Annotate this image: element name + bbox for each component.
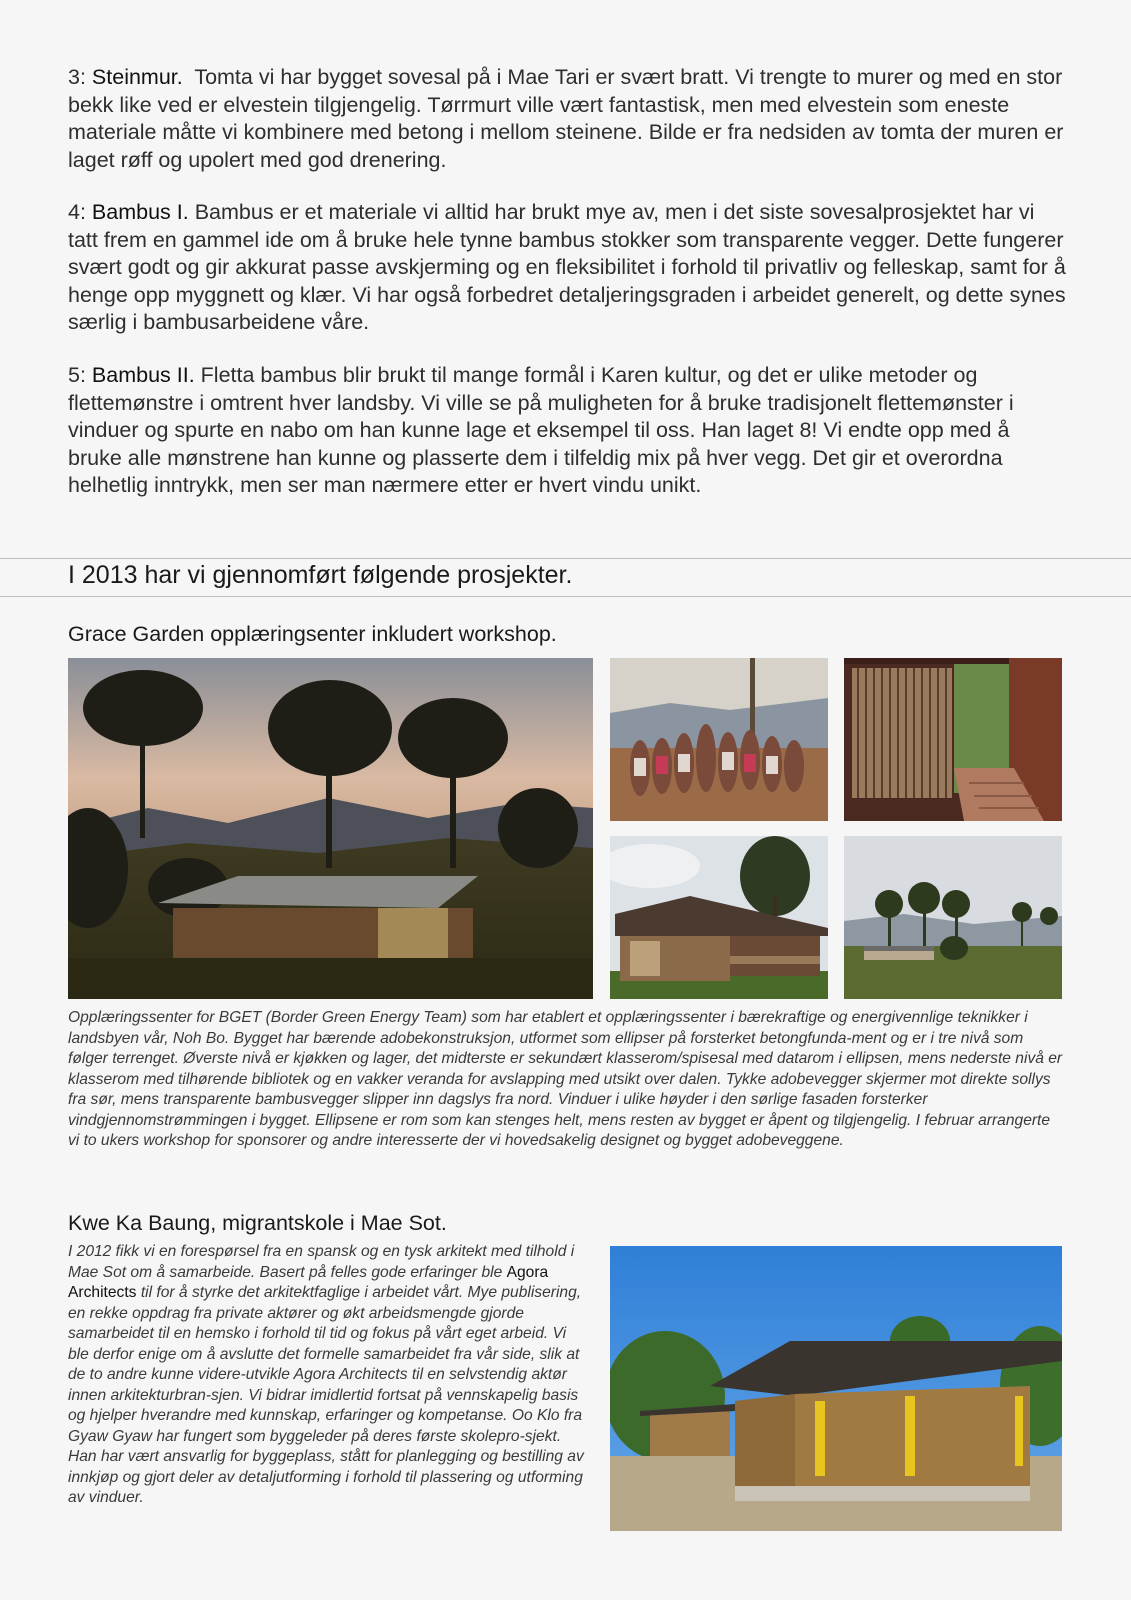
paragraph-bambus-2	[68, 362, 1068, 500]
kwe-text-part-1: I 2012 fikk vi en forespørsel fra en spansk og en tysk arkitekt med tilhold i Mae Sot om å samarbeide. Basert på felles gode erfaringer ble	[68, 1243, 575, 1281]
photo-grace-garden-sunset	[68, 658, 593, 999]
paragraph-body: Bambus er et materiale vi alltid har brukt mye av, men i det siste sovesalprosjektet har vi tatt frem en gammel ide om å bruke hele tynne bambus stokker som transparente vegger. Dette fungerer svært godt og gir akkurat passe avskjerming og en fleksibilitet i forhold til privatliv og felleskap, samt for å henge opp myggnett og klær. Vi har også forbedret detaljeringsgraden i arbeidet generelt, og dette synes særlig i bambusarbeidene våre.	[68, 200, 1066, 334]
kwe-ka-baung-title: Kwe Ka Baung, migrantskole i Mae Sot.	[68, 1211, 447, 1235]
section-rule-top	[0, 558, 1131, 559]
paragraph-heading: Steinmur.	[91, 65, 183, 89]
photo-building-veranda	[610, 836, 828, 999]
grace-garden-caption: Opplæringssenter for BGET (Border Green Energy Team) som har etablert et opplæringssenter i bærekraftige og energivennlige teknikker i landsbyen vår, Noh Bo. Bygget har bærende adobekonstruksjon, utformet som ellipser på forsterket betongfunda-ment og er i tre nivå som følger terrenget. Øverste nivå er kjøkken og lager, det midterste er sekundært klasserom/spisesal med datarom i ellipsen, mens nederste nivå er klasserom med tilhørende bibliotek og en vakker veranda for avslapping med utsikt over dalen. Tykke adobevegger skjermer mot direkte sollys fra sør, mens transparente bambusvegger slipper inn dagslys fra nord. Vinduer i ulike høyder i den sørlige fasaden forsterker vindgjennomstrømmingen i bygget. Ellipsene er rom som kan stenges helt, mens resten av bygget er åpent og tilgjengelig. I februar arrangerte vi to ukers workshop for sponsorer og andre interesserte der vi hovedsakelig designet og bygget adobeveggene.	[68, 1009, 1063, 1149]
agora-architects-name: Agora Architects	[68, 1263, 549, 1301]
section-rule-bottom	[0, 596, 1131, 597]
paragraph-number: 5:	[68, 363, 86, 387]
section-title: I 2013 har vi gjennomført følgende prosjekter.	[68, 561, 573, 589]
paragraph-heading: Bambus II.	[91, 363, 195, 387]
paragraph-steinmur	[68, 64, 1068, 174]
grace-garden-title: Grace Garden opplæringsenter inkludert workshop.	[68, 622, 557, 646]
photo-migrant-school	[610, 1246, 1062, 1531]
paragraph-number: 3:	[68, 65, 86, 89]
paragraph-bambus-1	[68, 199, 1068, 337]
photo-distant-landscape	[844, 836, 1062, 999]
paragraph-number: 4:	[68, 200, 86, 224]
paragraph-body: Fletta bambus blir brukt til mange formål i Karen kultur, og det er ulike metoder og flettemønstre i omtrent hver landsby. Vi ville se på muligheten for å bruke tradisjonelt flettemønster i vinduer og spurte en nabo om han kunne lage et eksempel til oss. Han laget 8! Vi endte opp med å bruke alle mønstrene han kunne og plasserte dem i tilfeldig mix på hver vegg. Det gir et overordna helhetlig inntrykk, men ser man nærmere etter er hvert vindu unikt.	[68, 363, 1014, 497]
paragraph-heading: Bambus I.	[91, 200, 189, 224]
photo-bamboo-wall	[844, 658, 1062, 821]
kwe-ka-baung-text	[68, 1242, 588, 1509]
paragraph-body: Tomta vi har bygget sovesal på i Mae Tari er svært bratt. Vi trengte to murer og med en stor bekk like ved er elvestein tilgjengelig. Tørrmurt ville vært fantastisk, men med elvestein som eneste materiale måtte vi kombinere med betong i mellom steinene. Bilde er fra nedsiden av tomta der muren er laget røff og upolert med god drenering.	[68, 65, 1064, 172]
photo-workshop-group	[610, 658, 828, 821]
kwe-text-part-2: til for å styrke det arkitektfaglige i arbeidet vårt. Mye publisering, en rekke oppdrag fra private aktører og økt arbeidsmengde gjorde samarbeidet til en hemsko i forhold til tid og fokus på vårt eget arbeid. Vi ble derfor enige om å avslutte det formelle samarbeidet fra vår side, slik at de to andre kunne videre-utvikle Agora Architects til en selvstendig aktør innen arkitekturbran-sjen. Vi bidrar imidlertid fortsat på vennskapelig basis og hjelper hverandre med kunnskap, erfaringer og kompetanse. Oo Klo fra Gyaw Gyaw har fungert som byggeleder på deres første skolepro-sjekt. Han har vært ansvarlig for byggeplass, stått for planlegging og bestilling av innkjøp og gjort deler av detaljutforming i forhold til plassering og utforming av vinduer.	[68, 1284, 584, 1506]
